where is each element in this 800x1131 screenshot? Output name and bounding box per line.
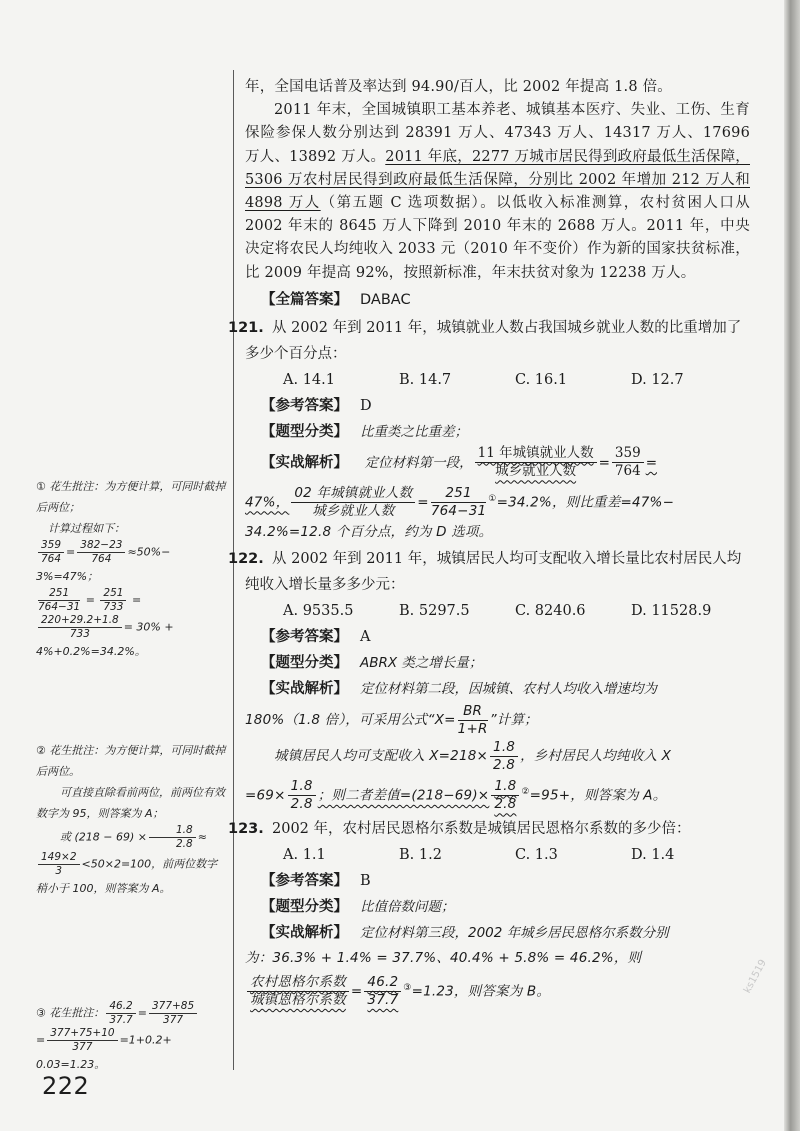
fraction-numerator: 农村恩格尔系数 xyxy=(247,974,349,992)
fraction-numerator: 11 年城镇就业人数 xyxy=(475,445,597,463)
fraction-1-8 xyxy=(288,778,316,813)
note-text: ≈ xyxy=(197,830,207,844)
fraction-numerator: 1.8 xyxy=(288,778,316,796)
analysis-text: =95+，则答案为 A。 xyxy=(529,787,667,804)
fraction-numerator: 1.8 xyxy=(149,824,196,838)
side-note-1-line-1: 计算过程如下： xyxy=(48,522,125,535)
analysis-text: 城镇居民人均可支配收入 X=218× xyxy=(274,748,489,765)
fraction-numerator: 377+85 xyxy=(149,1000,197,1014)
note-text: 或 (218 − 69) × xyxy=(60,830,147,844)
paragraph-2 xyxy=(245,99,750,285)
fraction-employment-2002 xyxy=(291,485,415,520)
side-note-2-line-2 xyxy=(36,824,226,851)
type-value: ABRX 类之增长量； xyxy=(360,655,483,672)
fraction-numerator: 382−23 xyxy=(77,539,125,553)
analysis-tag: 【实战解析】 xyxy=(261,923,348,941)
option-b: B. 14.7 xyxy=(399,371,452,388)
analysis-tag: 【实战解析】 xyxy=(261,453,348,471)
fraction-denominator: 764 xyxy=(614,463,641,480)
side-note-2-line-3 xyxy=(36,851,226,899)
question-123-stem: 2002 年，农村居民恩格尔系数是城镇居民恩格尔系数的多少倍： xyxy=(272,820,691,837)
paragraph-2-underlined: 2011 年底，2277 万城市居民得到政府最低生活保障，5306 万农村居民得到政府最低生活保障，分别比 2002 年增加 212 万人和 4898 万人 xyxy=(245,148,750,212)
side-note-1-calc-4 xyxy=(36,614,226,641)
question-122-analysis-4 xyxy=(245,774,750,814)
analysis-text: =69× xyxy=(245,787,286,804)
analysis-text-2: =34.2%，则比重差=47%− xyxy=(496,494,675,511)
fraction xyxy=(149,824,196,851)
note-text: <50×2=100，前两位数字稍小于 100，则答案为 A。 xyxy=(36,857,218,895)
fraction-denominator: 733 xyxy=(69,628,90,640)
question-121-number: 121. xyxy=(228,319,264,336)
question-123-number: 123. xyxy=(228,820,264,837)
question-122-number: 122. xyxy=(228,551,264,568)
side-note-1 xyxy=(36,476,226,662)
question-122-type xyxy=(245,650,750,676)
type-tag: 【题型分类】 xyxy=(261,654,348,672)
note-title: ③ 花生批注： xyxy=(36,1006,105,1020)
side-note-1-calc-2: 3%=47%； xyxy=(36,570,99,583)
note-marker-2: ② xyxy=(521,787,530,798)
paragraph-1-tail: 年，全国电话普及率达到 94.90/百人，比 2002 年提高 1.8 倍。 xyxy=(245,79,673,95)
option-a: A. 1.1 xyxy=(283,846,326,863)
fraction-denominator: 764 xyxy=(91,553,112,565)
question-123-analysis-2: 为：36.3% + 1.4% = 37.7%、40.4% + 5.8% = 46.2%，则 xyxy=(245,949,642,966)
fraction-denominator: 764−31 xyxy=(38,601,81,613)
reference-answer: A xyxy=(360,629,371,646)
fraction-numerator: 46.2 xyxy=(106,1000,135,1014)
fraction-numerator: 149×2 xyxy=(38,851,80,865)
question-121-analysis-3: 34.2%=12.8 个百分点，约为 D 选项。 xyxy=(245,524,493,541)
fraction-denominator: 城镇恩格尔系数 xyxy=(250,991,346,1008)
fraction-numerator: 251 xyxy=(431,485,486,503)
option-d: D. 1.4 xyxy=(631,846,675,863)
fraction-numerator: 359 xyxy=(612,445,644,463)
fraction-denominator: 2.8 xyxy=(290,796,313,813)
fraction-denominator: 城乡就业人数 xyxy=(312,502,395,519)
option-a: A. 14.1 xyxy=(283,371,335,388)
question-123-reference xyxy=(245,868,750,894)
question-121-options xyxy=(245,367,750,393)
fraction-numerator: 1.8 xyxy=(491,778,519,796)
fraction-br xyxy=(458,703,488,738)
fraction-denominator: 377 xyxy=(72,1041,93,1053)
equals-sign: = xyxy=(645,454,657,471)
main-column xyxy=(228,76,750,1009)
reference-tag: 【参考答案】 xyxy=(261,628,348,646)
question-121-analysis-1: 【实战解析】 定位材料第一段， $\frac{\text{11 年城镇就业人数}}{\text{城乡就业人数}}$ = $\frac{359}{764}$ = xyxy=(261,445,657,480)
question-122-options xyxy=(245,598,750,624)
side-note-3-line-1: ③ 花生批注： $\frac{46.2}{37.7}$ = $\frac{377+85}{377}$ xyxy=(36,1000,226,1027)
type-tag: 【题型分类】 xyxy=(261,422,348,440)
fraction-denominator: 377 xyxy=(163,1014,184,1026)
question-122-analysis-1 xyxy=(245,676,750,702)
fraction-engel xyxy=(247,974,349,1009)
fraction-numerator: 220+29.2+1.8 xyxy=(38,614,122,628)
question-123-analysis-1 xyxy=(245,920,750,946)
fraction xyxy=(77,539,125,566)
fraction xyxy=(38,851,80,878)
fraction xyxy=(100,587,126,614)
analysis-text: ，乡村居民人均纯收入 X xyxy=(520,748,672,765)
side-note-1-calc-1 xyxy=(36,539,226,566)
fraction-numerator: 1.8 xyxy=(490,739,518,757)
reference-tag: 【参考答案】 xyxy=(261,396,348,414)
fraction-numerator: 377+75+10 xyxy=(47,1027,117,1041)
side-note-1-calc-5: 4%+0.2%=34.2%。 xyxy=(36,645,146,658)
question-123-type xyxy=(245,894,750,920)
side-note-3-line-2: = $\frac{377+75+10}{377}$ =1+0.2+ xyxy=(36,1027,172,1053)
side-note-2-line-1: 可直接直除看前两位，前两位有效数字为 95，则答案为 A； xyxy=(36,786,225,820)
note-text: ≈50%− xyxy=(127,545,171,559)
note-text: = 30% + xyxy=(123,620,174,634)
side-note-3 xyxy=(36,1000,226,1075)
fraction-1-8 xyxy=(490,739,518,774)
fraction-denominator: 733 xyxy=(103,601,124,613)
analysis-text: ”计算； xyxy=(489,712,538,729)
fraction xyxy=(38,587,80,614)
page-number: 222 xyxy=(42,1072,90,1100)
full-answer-tag: 【全篇答案】 xyxy=(261,290,348,308)
full-answer-row xyxy=(245,287,750,313)
question-121-stem: 从 2002 年到 2011 年，城镇就业人数占我国城乡就业人数的比重增加了多少个百分点： xyxy=(245,319,742,362)
fraction-denominator: 2.8 xyxy=(494,796,517,813)
question-123-options xyxy=(245,842,750,868)
fraction-denominator: 2.8 xyxy=(493,756,516,773)
question-121-type xyxy=(245,419,750,445)
full-answer-value: DABAC xyxy=(360,291,411,308)
fraction-denominator: 764−31 xyxy=(430,502,487,519)
analysis-value-47: 47%， xyxy=(245,494,290,511)
question-121 xyxy=(228,315,750,367)
fraction-denominator: 3 xyxy=(55,865,63,877)
question-122 xyxy=(228,546,750,598)
type-tag: 【题型分类】 xyxy=(261,897,348,915)
paragraph-2-text-2: （第五题 C 选项数据）。以低收入标准测算，农村贫困人口从 2002 年末的 8645 万人下降到 2010 年末的 2688 万人。2011 年，中央决定将农民人均纯收入 2033 元（2010 年不变价）作为新的国家扶贫标准，比 2009 年提高 92%，按照新标准，年末扶贫对象为 12238 万人。 xyxy=(245,195,750,281)
side-note-2-title: ② 花生批注：为方便计算，可同时截掉后两位。 xyxy=(36,744,226,778)
side-note-3-line-3: 0.03=1.23。 xyxy=(36,1058,106,1071)
fraction xyxy=(38,539,64,566)
binding-edge xyxy=(784,0,800,1131)
question-122-analysis-2 xyxy=(245,702,750,738)
fraction-denominator: 764 xyxy=(41,553,62,565)
fraction-359-764 xyxy=(612,445,644,480)
note-marker-1: ① xyxy=(488,493,497,504)
analysis-text: 定位材料第二段，因城镇、农村人均收入增速均为 xyxy=(360,681,657,698)
option-a: A. 9535.5 xyxy=(283,603,354,620)
side-note-1-title: ① 花生批注：为方便计算，可同时截掉后两位； xyxy=(36,480,226,514)
fraction xyxy=(149,1000,197,1027)
question-123-analysis-3: $\frac{\text{农村恩格尔系数}}{\text{城镇恩格尔系数}}$ = $\frac{46.2}{37.7}$ ③=1.23，则答案为 B。 xyxy=(245,970,750,1010)
fraction-46-2 xyxy=(364,974,401,1009)
analysis-text: 定位材料第三段，2002 年城乡居民恩格尔系数分别 xyxy=(360,924,669,941)
question-121-reference xyxy=(245,393,750,419)
type-value: 比值倍数问题； xyxy=(360,898,455,915)
question-122-analysis-3 xyxy=(245,738,750,774)
reference-answer: B xyxy=(360,872,371,889)
option-b: B. 5297.5 xyxy=(399,603,470,620)
option-c: C. 8240.6 xyxy=(515,603,586,620)
analysis-text: 180%（1.8 倍），可采用公式“X= xyxy=(245,712,456,729)
fraction-1-8 xyxy=(491,778,519,813)
question-122-reference xyxy=(245,624,750,650)
equals: = xyxy=(66,545,76,559)
fraction-numerator: 46.2 xyxy=(364,974,401,992)
fraction-denominator: 37.7 xyxy=(367,991,399,1008)
watermark: ks1519 xyxy=(742,957,769,996)
reference-tag: 【参考答案】 xyxy=(261,871,348,889)
fraction-employment-2011 xyxy=(475,445,597,480)
fraction-denominator: 1+R xyxy=(457,720,488,737)
question-121-analysis-2: 47%， $\frac{\text{02 年城镇就业人数}}{\text{城乡就业人数}}$ = $\frac{251}{764-31}$ ①=34.2%，则比重差=47%− xyxy=(245,484,675,519)
fraction xyxy=(47,1027,117,1054)
analysis-text: =1.23，则答案为 B。 xyxy=(411,983,551,1000)
reference-answer: D xyxy=(360,397,372,414)
note-text: =1+0.2+ xyxy=(119,1033,172,1047)
question-122-stem: 从 2002 年到 2011 年，城镇居民人均可支配收入增长量比农村居民人均纯收入增长量多多少元： xyxy=(245,551,742,594)
option-c: C. 16.1 xyxy=(515,371,568,388)
analysis-text: 定位材料第一段， xyxy=(364,454,473,471)
option-d: D. 12.7 xyxy=(631,371,684,388)
fraction-denominator: 城乡就业人数 xyxy=(495,463,577,480)
paragraph-2-text-1: 2011 年末，全国城镇职工基本养老、城镇基本医疗、失业、工伤、生育保险参保人数分别达到 28391 万人、47343 万人、14317 万人、17696 万人、13892 万人。 xyxy=(245,102,750,165)
fraction-numerator: 02 年城镇就业人数 xyxy=(291,485,415,503)
type-value: 比重类之比重差； xyxy=(360,423,468,440)
fraction-251 xyxy=(431,485,486,520)
fraction xyxy=(38,614,122,641)
fraction xyxy=(106,1000,135,1027)
analysis-text: ；则二者差值=(218−69)× xyxy=(317,787,490,804)
fraction-numerator: 251 xyxy=(38,587,80,601)
analysis-tag: 【实战解析】 xyxy=(261,680,348,698)
side-note-2 xyxy=(36,740,226,899)
fraction-numerator: BR xyxy=(458,703,488,721)
question-123 xyxy=(228,816,750,842)
side-note-1-calc-3: $\frac{251}{764-31}$ = $\frac{251}{733}$ = xyxy=(38,587,142,613)
fraction-denominator: 2.8 xyxy=(176,838,193,850)
fraction-denominator: 37.7 xyxy=(109,1014,133,1026)
option-d: D. 11528.9 xyxy=(631,603,712,620)
option-c: C. 1.3 xyxy=(515,846,558,863)
note-marker-3: ③ xyxy=(403,982,412,993)
fraction-numerator: 359 xyxy=(38,539,64,553)
fraction-numerator: 251 xyxy=(100,587,126,601)
option-b: B. 1.2 xyxy=(399,846,442,863)
